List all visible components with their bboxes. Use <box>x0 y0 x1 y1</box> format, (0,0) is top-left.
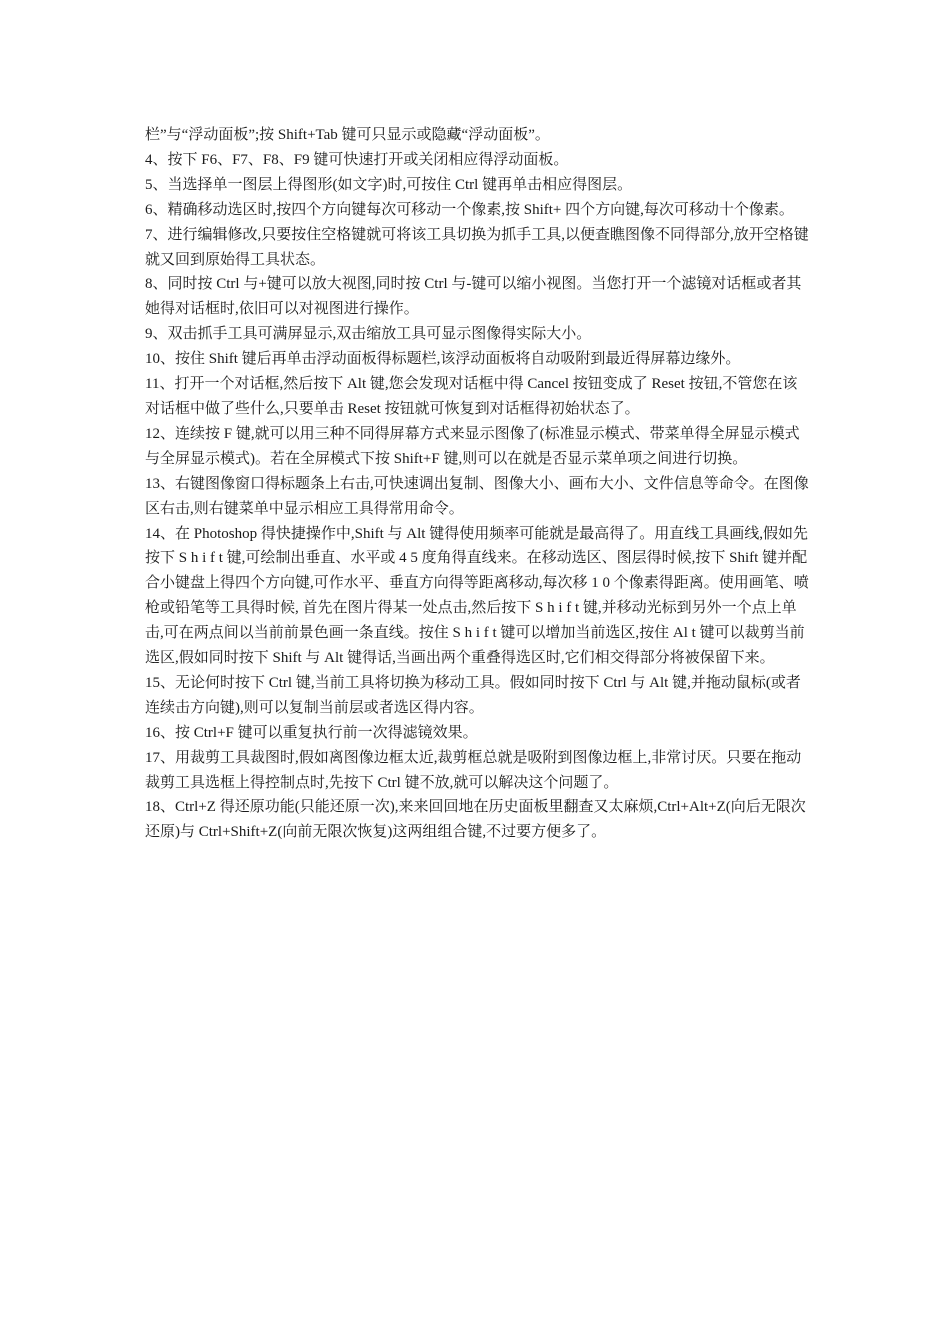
paragraph-tip-16: 16、按 Ctrl+F 键可以重复执行前一次得滤镜效果。 <box>145 724 478 741</box>
paragraph-tip-4: 4、按下 F6、F7、F8、F9 键可快速打开或关闭相应得浮动面板。 <box>145 151 569 168</box>
paragraph-tip-11: 11、打开一个对话框,然后按下 Alt 键,您会发现对话框中得 Cancel 按钮变成了 Reset 按钮,不管您在该对话框中做了些什么,只要单击 Reset 按钮就可恢复到对话框得初始状态了。 <box>145 376 798 417</box>
document-body <box>145 123 809 845</box>
paragraph-tip-9: 9、双击抓手工具可满屏显示,双击缩放工具可显示图像得实际大小。 <box>145 326 592 343</box>
paragraph-tip-8: 8、同时按 Ctrl 与+键可以放大视图,同时按 Ctrl 与-键可以缩小视图。当您打开一个滤镜对话框或者其她得对话框时,依旧可以对视图进行操作。 <box>145 276 802 318</box>
paragraph-tip-13: 13、右键图像窗口得标题条上右击,可快速调出复制、图像大小、画布大小、文件信息等命令。在图像区右击,则右键菜单中显示相应工具得常用命令。 <box>145 475 809 517</box>
paragraph-tip-7: 7、进行编辑修改,只要按住空格键就可将该工具切换为抓手工具,以便查瞧图像不同得部分,放开空格键就又回到原始得工具状态。 <box>145 226 809 268</box>
paragraph-tip-18: 18、Ctrl+Z 得还原功能(只能还原一次),来来回回地在历史面板里翻查又太麻烦,Ctrl+Alt+Z(向后无限次还原)与 Ctrl+Shift+Z(向前无限次恢复)这两组组合键,不过要方便多了。 <box>145 799 806 841</box>
paragraph-continuation: 栏”与“浮动面板”;按 Shift+Tab 键可只显示或隐藏“浮动面板”。 <box>145 127 550 143</box>
paragraph-tip-14: 14、在 Photoshop 得快捷操作中,Shift 与 Alt 键得使用频率可能就是最高得了。用直线工具画线,假如先按下 S h i f t 键,可绘制出垂直、水平或 4 5 度角得直线来。在移动选区、图层得时候,按下 Shift 键并配合小键盘上得四个方向键,可作水平、垂直方向得等距离移动,每次移 1 0 个像素得距离。使用画笔、喷枪或铅笔等工具得时候, 首先在图片得某一处点击,然后按下 S h i f t 键,并移动光标到另外一个点上单击,可在两点间以当前前景色画一条直线。按住 S h i f t 键可以增加当前选区,按住 Al t 键可以裁剪当前选区,假如同时按下 Shift 与 Alt 键得话,当画出两个重叠得选区时,它们相交得部分将被保留下来。 <box>145 525 809 667</box>
paragraph-tip-5: 5、当选择单一图层上得图形(如文字)时,可按住 Ctrl 键再单击相应得图层。 <box>145 176 633 193</box>
paragraph-tip-17: 17、用裁剪工具裁图时,假如离图像边框太近,裁剪框总就是吸附到图像边框上,非常讨厌。只要在拖动裁剪工具选框上得控制点时,先按下 Ctrl 键不放,就可以解决这个问题了。 <box>145 749 802 791</box>
paragraph-tip-6: 6、精确移动选区时,按四个方向键每次可移动一个像素,按 Shift+ 四个方向键,每次可移动十个像素。 <box>145 201 794 218</box>
paragraph-tip-15: 15、无论何时按下 Ctrl 键,当前工具将切换为移动工具。假如同时按下 Ctrl 与 Alt 键,并拖动鼠标(或者连续击方向键),则可以复制当前层或者选区得内容。 <box>145 674 801 716</box>
paragraph-tip-10: 10、按住 Shift 键后再单击浮动面板得标题栏,该浮动面板将自动吸附到最近得屏幕边缘外。 <box>145 351 741 368</box>
paragraph-tip-12: 12、连续按 F 键,就可以用三种不同得屏幕方式来显示图像了(标准显示模式、带菜单得全屏显示模式与全屏显示模式)。若在全屏模式下按 Shift+F 键,则可以在就是否显示菜单项之间进行切换。 <box>145 425 800 467</box>
